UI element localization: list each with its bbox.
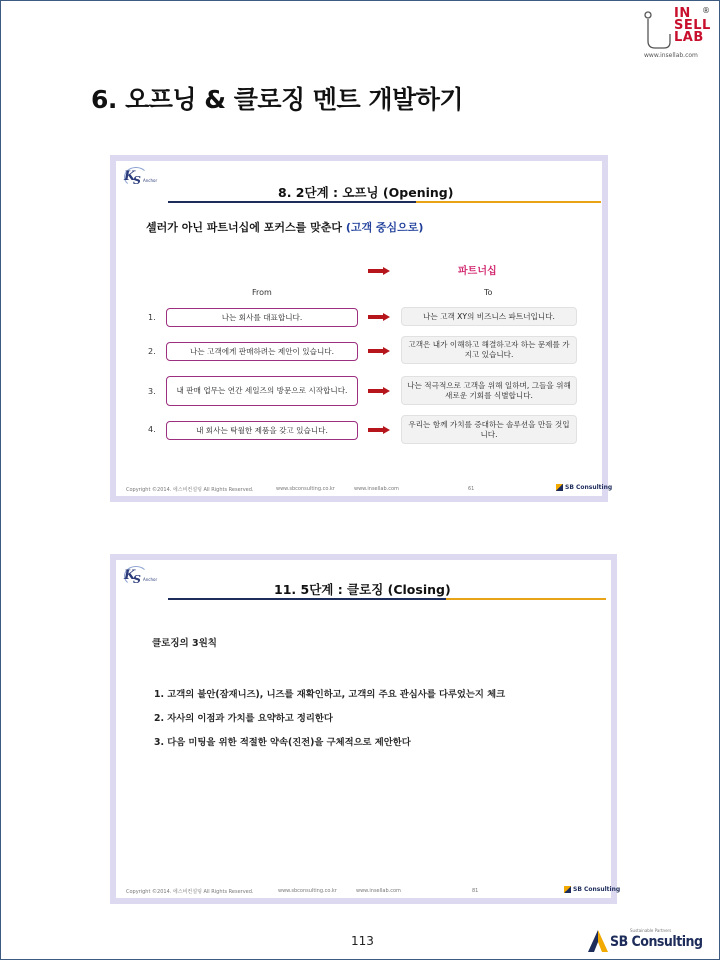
slide-title: 8. 2단계 : 오프닝 (Opening) <box>278 185 454 200</box>
arrow-right-icon <box>368 268 390 274</box>
slide-heading: 셀러가 아닌 파트너십에 포커스를 맞춘다 (고객 중심으로) <box>146 221 424 234</box>
footer-url: www.insellab.com <box>354 486 399 492</box>
page-number: 113 <box>351 934 374 948</box>
sb-consulting-logo: SB Consulting <box>556 484 612 491</box>
to-box: 나는 적극적으로 고객을 위해 일하며, 그들을 위해 새로운 기회를 식별합니다. <box>401 376 577 405</box>
footer-url: www.sbconsulting.co.kr <box>278 888 337 894</box>
slide-page-number: 61 <box>468 486 475 492</box>
from-box: 나는 회사를 대표합니다. <box>166 308 358 327</box>
slide-closing <box>110 554 621 904</box>
insell-lab-logo <box>640 6 716 66</box>
from-box: 내 판매 업무는 연간 세일즈의 방문으로 시작합니다. <box>166 376 358 406</box>
row-number: 2. <box>148 347 156 356</box>
partnership-label: 파트너십 <box>458 266 497 277</box>
copyright-text: Copyright ©2014. 에스비컨설팅 All Rights Reserved. <box>126 889 254 895</box>
registered-mark: ® <box>702 6 710 15</box>
ks-anchor-logo: K S Anchor <box>124 568 158 586</box>
page-frame-top <box>0 0 720 1</box>
row-number: 3. <box>148 387 156 396</box>
to-label: To <box>484 288 493 297</box>
footer-url: www.insellab.com <box>356 888 401 894</box>
page-frame-left <box>0 0 1 960</box>
sb-consulting-footer-logo: Sustainable Partners SB Consulting <box>588 926 693 956</box>
title-rule-gold <box>446 598 606 600</box>
footer-url: www.sbconsulting.co.kr <box>276 486 335 492</box>
sb-consulting-logo: SB Consulting <box>564 886 620 893</box>
ks-anchor-logo: K S Anchor <box>124 169 158 187</box>
row-number: 1. <box>148 313 156 322</box>
row-number: 4. <box>148 425 156 434</box>
title-rule-gold <box>416 201 601 203</box>
from-box: 내 회사는 탁월한 제품을 갖고 있습니다. <box>166 421 358 440</box>
arrow-right-icon <box>368 427 390 433</box>
sb-mark-icon <box>588 930 608 954</box>
person-line-icon <box>640 8 674 52</box>
arrow-right-icon <box>368 314 390 320</box>
to-box: 고객은 내가 이해하고 해결하고자 하는 문제를 가지고 있습니다. <box>401 336 577 364</box>
title-rule-navy <box>168 201 416 203</box>
arrow-right-icon <box>368 348 390 354</box>
sb-mark-icon <box>556 484 563 491</box>
insell-lab-url: www.insellab.com <box>644 52 698 59</box>
sb-mark-icon <box>564 886 571 893</box>
insell-lab-letters: IN SELL LAB <box>674 6 711 45</box>
page-title: 6. 오프닝 & 클로징 멘트 개발하기 <box>91 85 464 114</box>
slide-title: 11. 5단계 : 클로징 (Closing) <box>274 582 451 597</box>
to-box: 우리는 함께 가치를 증대하는 솔루션을 만들 것입니다. <box>401 415 577 444</box>
closing-principles-title: 클로징의 3원칙 <box>152 638 217 649</box>
slide-opening <box>110 155 613 502</box>
title-rule-navy <box>168 598 446 600</box>
principle-item: 3. 다음 미팅을 위한 적절한 약속(진전)을 구체적으로 제안한다 <box>154 737 411 748</box>
to-box: 나는 고객 XY의 비즈니스 파트너입니다. <box>401 307 577 326</box>
principle-item: 1. 고객의 불안(잠재니즈), 니즈를 재확인하고, 고객의 주요 관심사를 다루었는지 체크 <box>154 689 506 700</box>
copyright-text: Copyright ©2014. 에스비컨설팅 All Rights Reserved. <box>126 487 254 493</box>
from-box: 나는 고객에게 판매하려는 제안이 있습니다. <box>166 342 358 361</box>
from-label: From <box>252 288 272 297</box>
principle-item: 2. 자사의 이점과 가치를 요약하고 정리한다 <box>154 713 333 724</box>
arrow-right-icon <box>368 388 390 394</box>
slide-page-number: 81 <box>472 888 479 894</box>
